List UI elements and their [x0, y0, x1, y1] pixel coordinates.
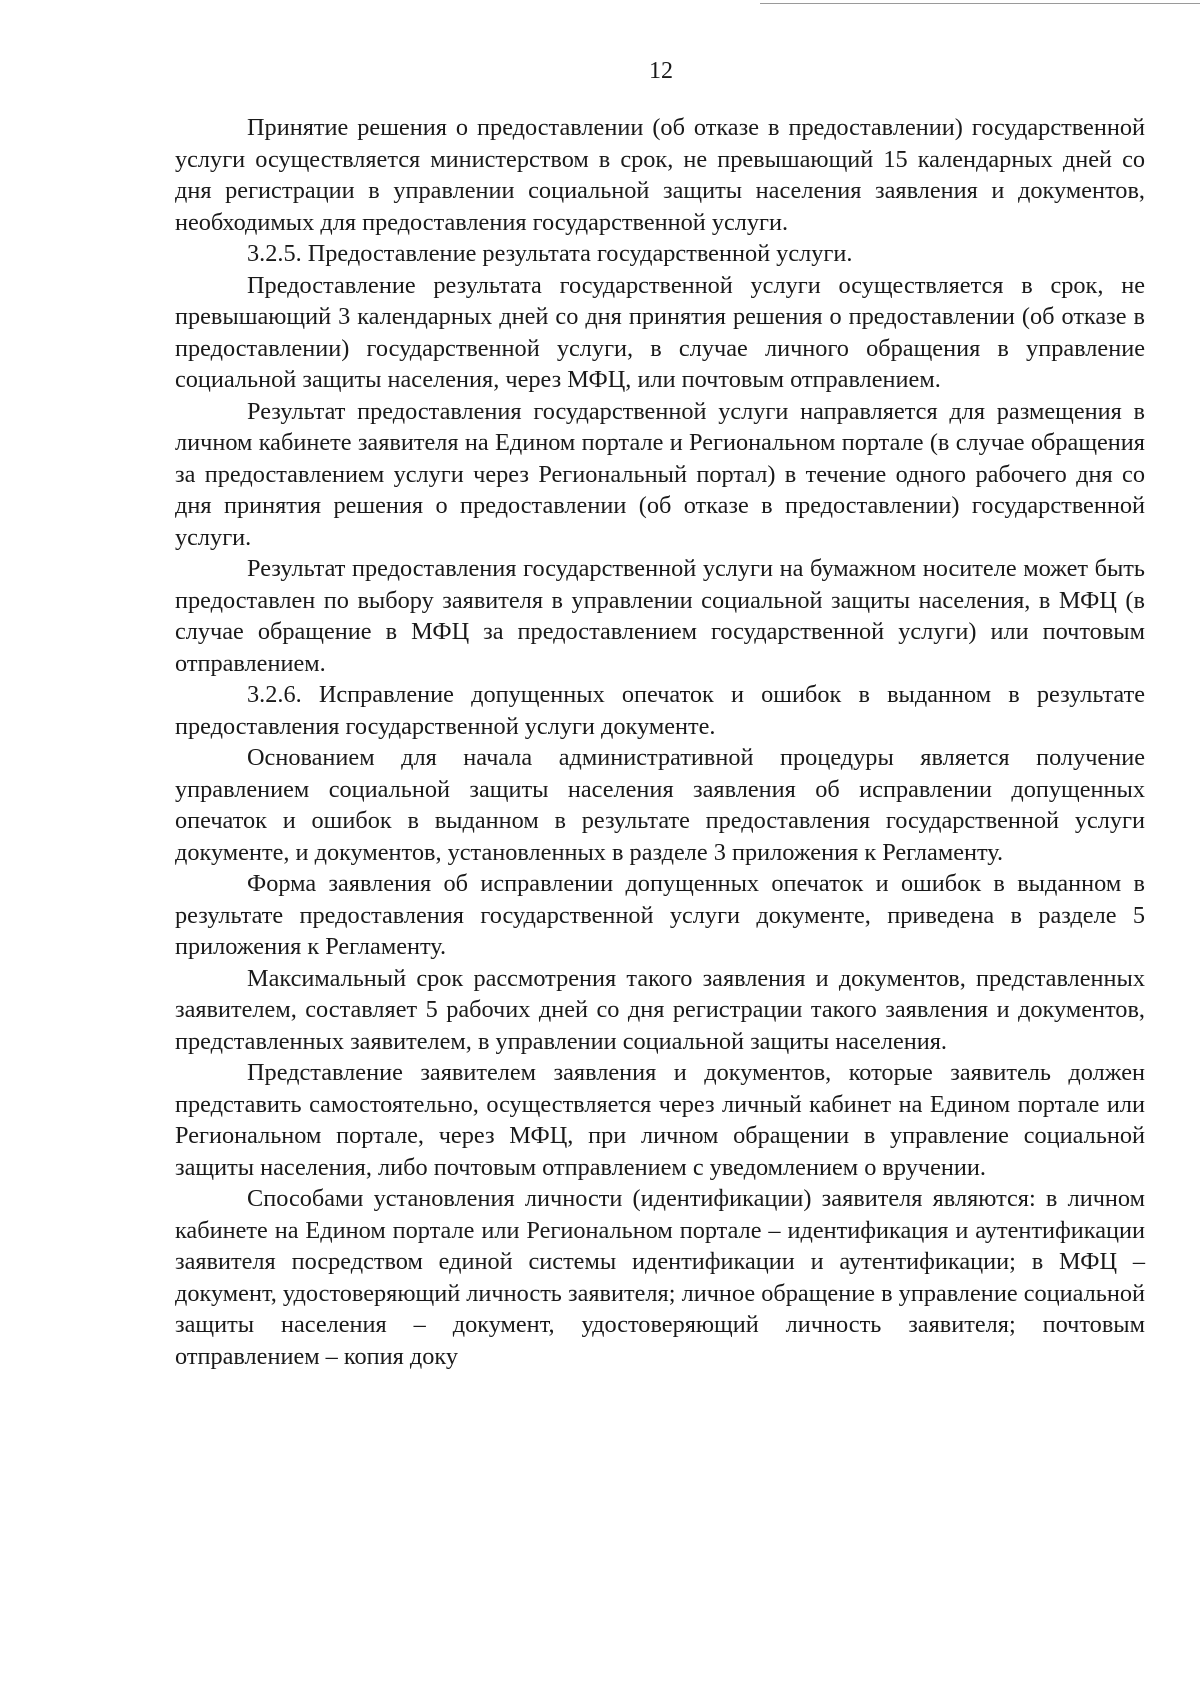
paragraph-decision-deadline: Принятие решения о предоставлении (об отказе в предоставлении) государственной услуги осуществляется министерством в срок, не превышающий 15 календарных дней со дня регистрации в управлении социальной защиты населения заявления и документов, необходимых для предоставления государственной услуги.	[175, 114, 1145, 236]
paragraph-result-delivery-term: Предоставление результата государственной услуги осуществляется в срок, не превышающий 3 календарных дней со дня принятия решения о предоставлении (об отказе в предоставлении) государственной услуги, в случае личного обращения в управление социальной защиты населения, через МФЦ, или почтовым отправлением.	[175, 271, 1145, 393]
paragraph-result-paper: Результат предоставления государственной услуги на бумажном носителе может быть предоставлен по выбору заявителя в управлении социальной защиты населения, в МФЦ (в случае обращение в МФЦ за предоставлением государственной услуги) или почтовым отправлением.	[175, 555, 1145, 677]
document-body	[175, 112, 1145, 1372]
page-number: 12	[649, 58, 673, 84]
paragraph-max-review-term: Максимальный срок рассмотрения такого заявления и документов, представленных заявителем, составляет 5 рабочих дней со дня регистрации такого заявления и документов, представленных заявителем, в управлении социальной защиты населения.	[175, 964, 1145, 1055]
paragraph-correction-form: Форма заявления об исправлении допущенных опечаток и ошибок в выданном в результате предоставления государственной услуги документе, приведена в разделе 5 приложения к Регламенту.	[175, 870, 1145, 960]
top-edge-rule	[760, 3, 1200, 4]
paragraph-submission-channels: Представление заявителем заявления и документов, которые заявитель должен представить самостоятельно, осуществляется через личный кабинет на Едином портале или Региональном портале, через МФЦ, при личном обращении в управление социальной защиты населения, либо почтовым отправлением с уведомлением о вручении.	[175, 1059, 1145, 1181]
paragraph-result-online-cabinet: Результат предоставления государственной услуги направляется для размещения в личном кабинете заявителя на Едином портале и Региональном портале (в случае обращения за предоставлением услуги через Региональный портал) в течение одного рабочего дня со дня принятия решения о предоставлении (об отказе в предоставлении) государственной услуги.	[175, 397, 1145, 551]
paragraph-correction-basis: Основанием для начала административной процедуры является получение управлением социальной защиты населения заявления об исправлении допущенных опечаток и ошибок в выданном в результате предоставления государственной услуги документе, и документов, установленных в разделе 3 приложения к Регламенту.	[175, 744, 1145, 866]
heading-3-2-5: 3.2.5. Предоставление результата государственной услуги.	[247, 240, 853, 267]
paragraph-identification-methods: Способами установления личности (идентификации) заявителя являются: в личном кабинете на Едином портале или Региональном портале – идентификация и аутентификации заявителя посредством единой системы идентификации и аутентификации; в МФЦ – документ, удостоверяющий личность заявителя; личное обращение в управление социальной защиты населения – документ, удостоверяющий личность заявителя; почтовым отправлением – копия доку	[175, 1185, 1145, 1370]
heading-3-2-6: 3.2.6. Исправление допущенных опечаток и ошибок в выданном в результате предоставления государственной услуги документе.	[175, 681, 1145, 740]
